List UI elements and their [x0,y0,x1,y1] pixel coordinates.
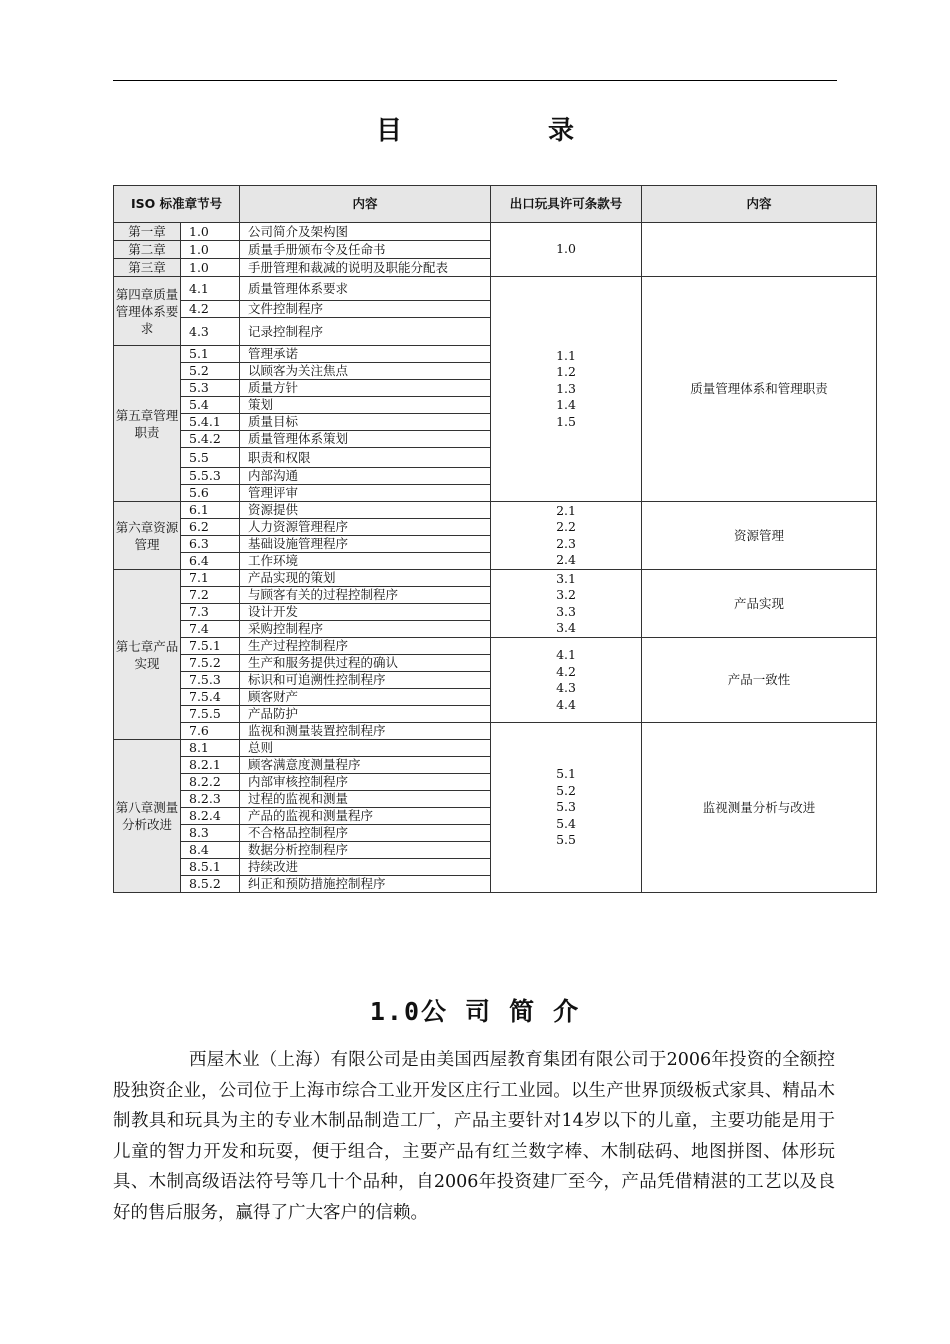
section-text: 策划 [240,397,491,414]
clause-number: 2.1 [556,502,576,518]
clause-number: 4.2 [556,663,576,679]
section-text: 工作环境 [240,553,491,570]
section-text: 以顾客为关注焦点 [240,363,491,380]
section-text: 产品防护 [240,706,491,723]
section-text: 职责和权限 [240,448,491,468]
section-number: 8.3 [181,825,240,842]
section-number: 5.4.2 [181,431,240,448]
section-number: 6.2 [181,519,240,536]
intro-paragraph: 西屋木业（上海）有限公司是由美国西屋教育集团有限公司于2006年投资的全额控股独资企业，公司位于上海市综合工业开发区庄行工业园。以生产世界顶级板式家具、精品木制教具和玩具为主的专业木制品制造工厂，产品主要针对14岁以下的儿童，主要功能是用于儿童的智力开发和玩耍，便于组合，主要产品有红兰数字棒、木制砝码、地图拼图、体形玩具、木制高级语法符号等几十个品种，自2006年投资建厂至今，产品凭借精湛的工艺以及良好的售后服务，赢得了广大客户的信赖。 [113,1050,835,1223]
section-number: 7.1 [181,570,240,587]
section-number: 1.0 [181,259,240,277]
clause-number: 2.2 [556,519,576,534]
section-text: 过程的监视和测量 [240,791,491,808]
header-content2: 内容 [642,186,877,223]
content2-cell: 资源管理 [642,502,877,570]
chapter-cell: 第七章产品实现 [114,570,181,740]
section-text: 质量手册颁布令及任命书 [240,241,491,259]
section-number: 8.1 [181,740,240,757]
header-rule [113,80,837,81]
section-number: 7.3 [181,604,240,621]
section-number: 8.5.1 [181,859,240,876]
table-row [114,723,877,740]
clause-number: 1.3 [556,380,576,396]
section-text: 产品实现的策划 [240,570,491,587]
clause-number: 3.4 [556,620,576,635]
clause-number: 5.3 [556,799,576,815]
clause-number: 1.1 [556,347,576,363]
section-text: 公司简介及架构图 [240,223,491,241]
section-number: 5.6 [181,485,240,502]
section-text: 内部沟通 [240,468,491,485]
section-number: 6.1 [181,502,240,519]
clause-number: 1.2 [556,364,576,380]
table-row [114,223,877,241]
section-number: 7.5.1 [181,638,240,655]
table-row [114,638,877,655]
table-row [114,277,877,301]
section-number: 4.3 [181,318,240,346]
section-text: 资源提供 [240,502,491,519]
toc-table [113,185,877,893]
section-number: 5.5 [181,448,240,468]
section-number: 8.5.2 [181,876,240,893]
section-number: 7.2 [181,587,240,604]
toc-body [114,223,877,893]
section-number: 6.3 [181,536,240,553]
section-number: 1.0 [181,223,240,241]
section-text: 质量管理体系要求 [240,277,491,301]
clause-cell [491,570,642,638]
section-text: 总则 [240,740,491,757]
clause-cell [491,723,642,893]
header-iso: ISO 标准章节号 [114,186,240,223]
section-number: 5.4 [181,397,240,414]
clause-cell [491,277,642,502]
section-text: 顾客财产 [240,689,491,706]
section-text: 标识和可追溯性控制程序 [240,672,491,689]
table-row [114,502,877,519]
section-number: 8.2.3 [181,791,240,808]
clause-number: 5.1 [556,766,576,782]
content2-cell [642,223,877,277]
section-number: 8.2.1 [181,757,240,774]
section-number: 7.5.2 [181,655,240,672]
section-title: 1.0公 司 简 介 [369,997,581,1026]
clause-number: 3.3 [556,603,576,619]
content2-cell: 产品一致性 [642,638,877,723]
section-text: 生产和服务提供过程的确认 [240,655,491,672]
section-number: 5.2 [181,363,240,380]
section-text: 设计开发 [240,604,491,621]
clause-number: 4.4 [556,696,576,712]
chapter-cell: 第四章质量管理体系要求 [114,277,181,346]
section-text: 文件控制程序 [240,301,491,318]
clause-number: 5.4 [556,815,576,831]
section-number: 7.5.5 [181,706,240,723]
section-text: 数据分析控制程序 [240,842,491,859]
section-number: 8.2.4 [181,808,240,825]
section-number: 8.4 [181,842,240,859]
clause-number: 3.2 [556,587,576,602]
chapter-cell: 第六章资源管理 [114,502,181,570]
chapter-cell: 第一章 [114,223,181,241]
section-text: 持续改进 [240,859,491,876]
content2-cell: 质量管理体系和管理职责 [642,277,877,502]
section-number: 7.6 [181,723,240,740]
clause-cell [491,223,642,277]
clause-number: 4.1 [556,647,576,662]
section-text: 质量管理体系策划 [240,431,491,448]
clause-number: 1.4 [556,397,576,413]
clause-cell [491,638,642,723]
section-number: 7.5.4 [181,689,240,706]
chapter-cell: 第二章 [114,241,181,259]
section-number: 7.4 [181,621,240,638]
clause-number: 5.5 [556,832,576,848]
chapter-cell: 第五章管理职责 [114,346,181,502]
section-number: 5.3 [181,380,240,397]
clause-number: 4.3 [556,680,576,695]
toc-header-row [114,186,877,223]
clause-number: 1.0 [556,241,576,257]
section-number: 5.5.3 [181,468,240,485]
header-content: 内容 [240,186,491,223]
section-text: 监视和测量装置控制程序 [240,723,491,740]
section-text: 纠正和预防措施控制程序 [240,876,491,893]
content2-cell: 产品实现 [642,570,877,638]
section-text: 管理评审 [240,485,491,502]
toc-title: 目 录 [375,116,634,146]
table-row [114,570,877,587]
section-number: 4.1 [181,277,240,301]
section-text: 人力资源管理程序 [240,519,491,536]
section-text: 内部审核控制程序 [240,774,491,791]
section-text: 手册管理和裁减的说明及职能分配表 [240,259,491,277]
section-number: 5.1 [181,346,240,363]
section-number: 6.4 [181,553,240,570]
section-text: 产品的监视和测量程序 [240,808,491,825]
clause-number: 2.3 [556,535,576,551]
section-number: 5.4.1 [181,414,240,431]
section-text: 基础设施管理程序 [240,536,491,553]
content2-cell: 监视测量分析与改进 [642,723,877,893]
section-text: 采购控制程序 [240,621,491,638]
section-text: 质量方针 [240,380,491,397]
clause-number: 3.1 [556,570,576,586]
section-text: 管理承诺 [240,346,491,363]
header-clause: 出口玩具许可条款号 [491,186,642,223]
section-text: 不合格品控制程序 [240,825,491,842]
clause-number: 5.2 [556,782,576,798]
section-text: 顾客满意度测量程序 [240,757,491,774]
section-number: 8.2.2 [181,774,240,791]
section-number: 1.0 [181,241,240,259]
section-text: 记录控制程序 [240,318,491,346]
chapter-cell: 第八章测量分析改进 [114,740,181,893]
clause-number: 1.5 [556,413,576,429]
section-number: 4.2 [181,301,240,318]
section-text: 质量目标 [240,414,491,431]
clause-number: 2.4 [556,552,576,567]
clause-cell [491,502,642,570]
chapter-cell: 第三章 [114,259,181,277]
section-number: 7.5.3 [181,672,240,689]
section-text: 与顾客有关的过程控制程序 [240,587,491,604]
section-text: 生产过程控制程序 [240,638,491,655]
